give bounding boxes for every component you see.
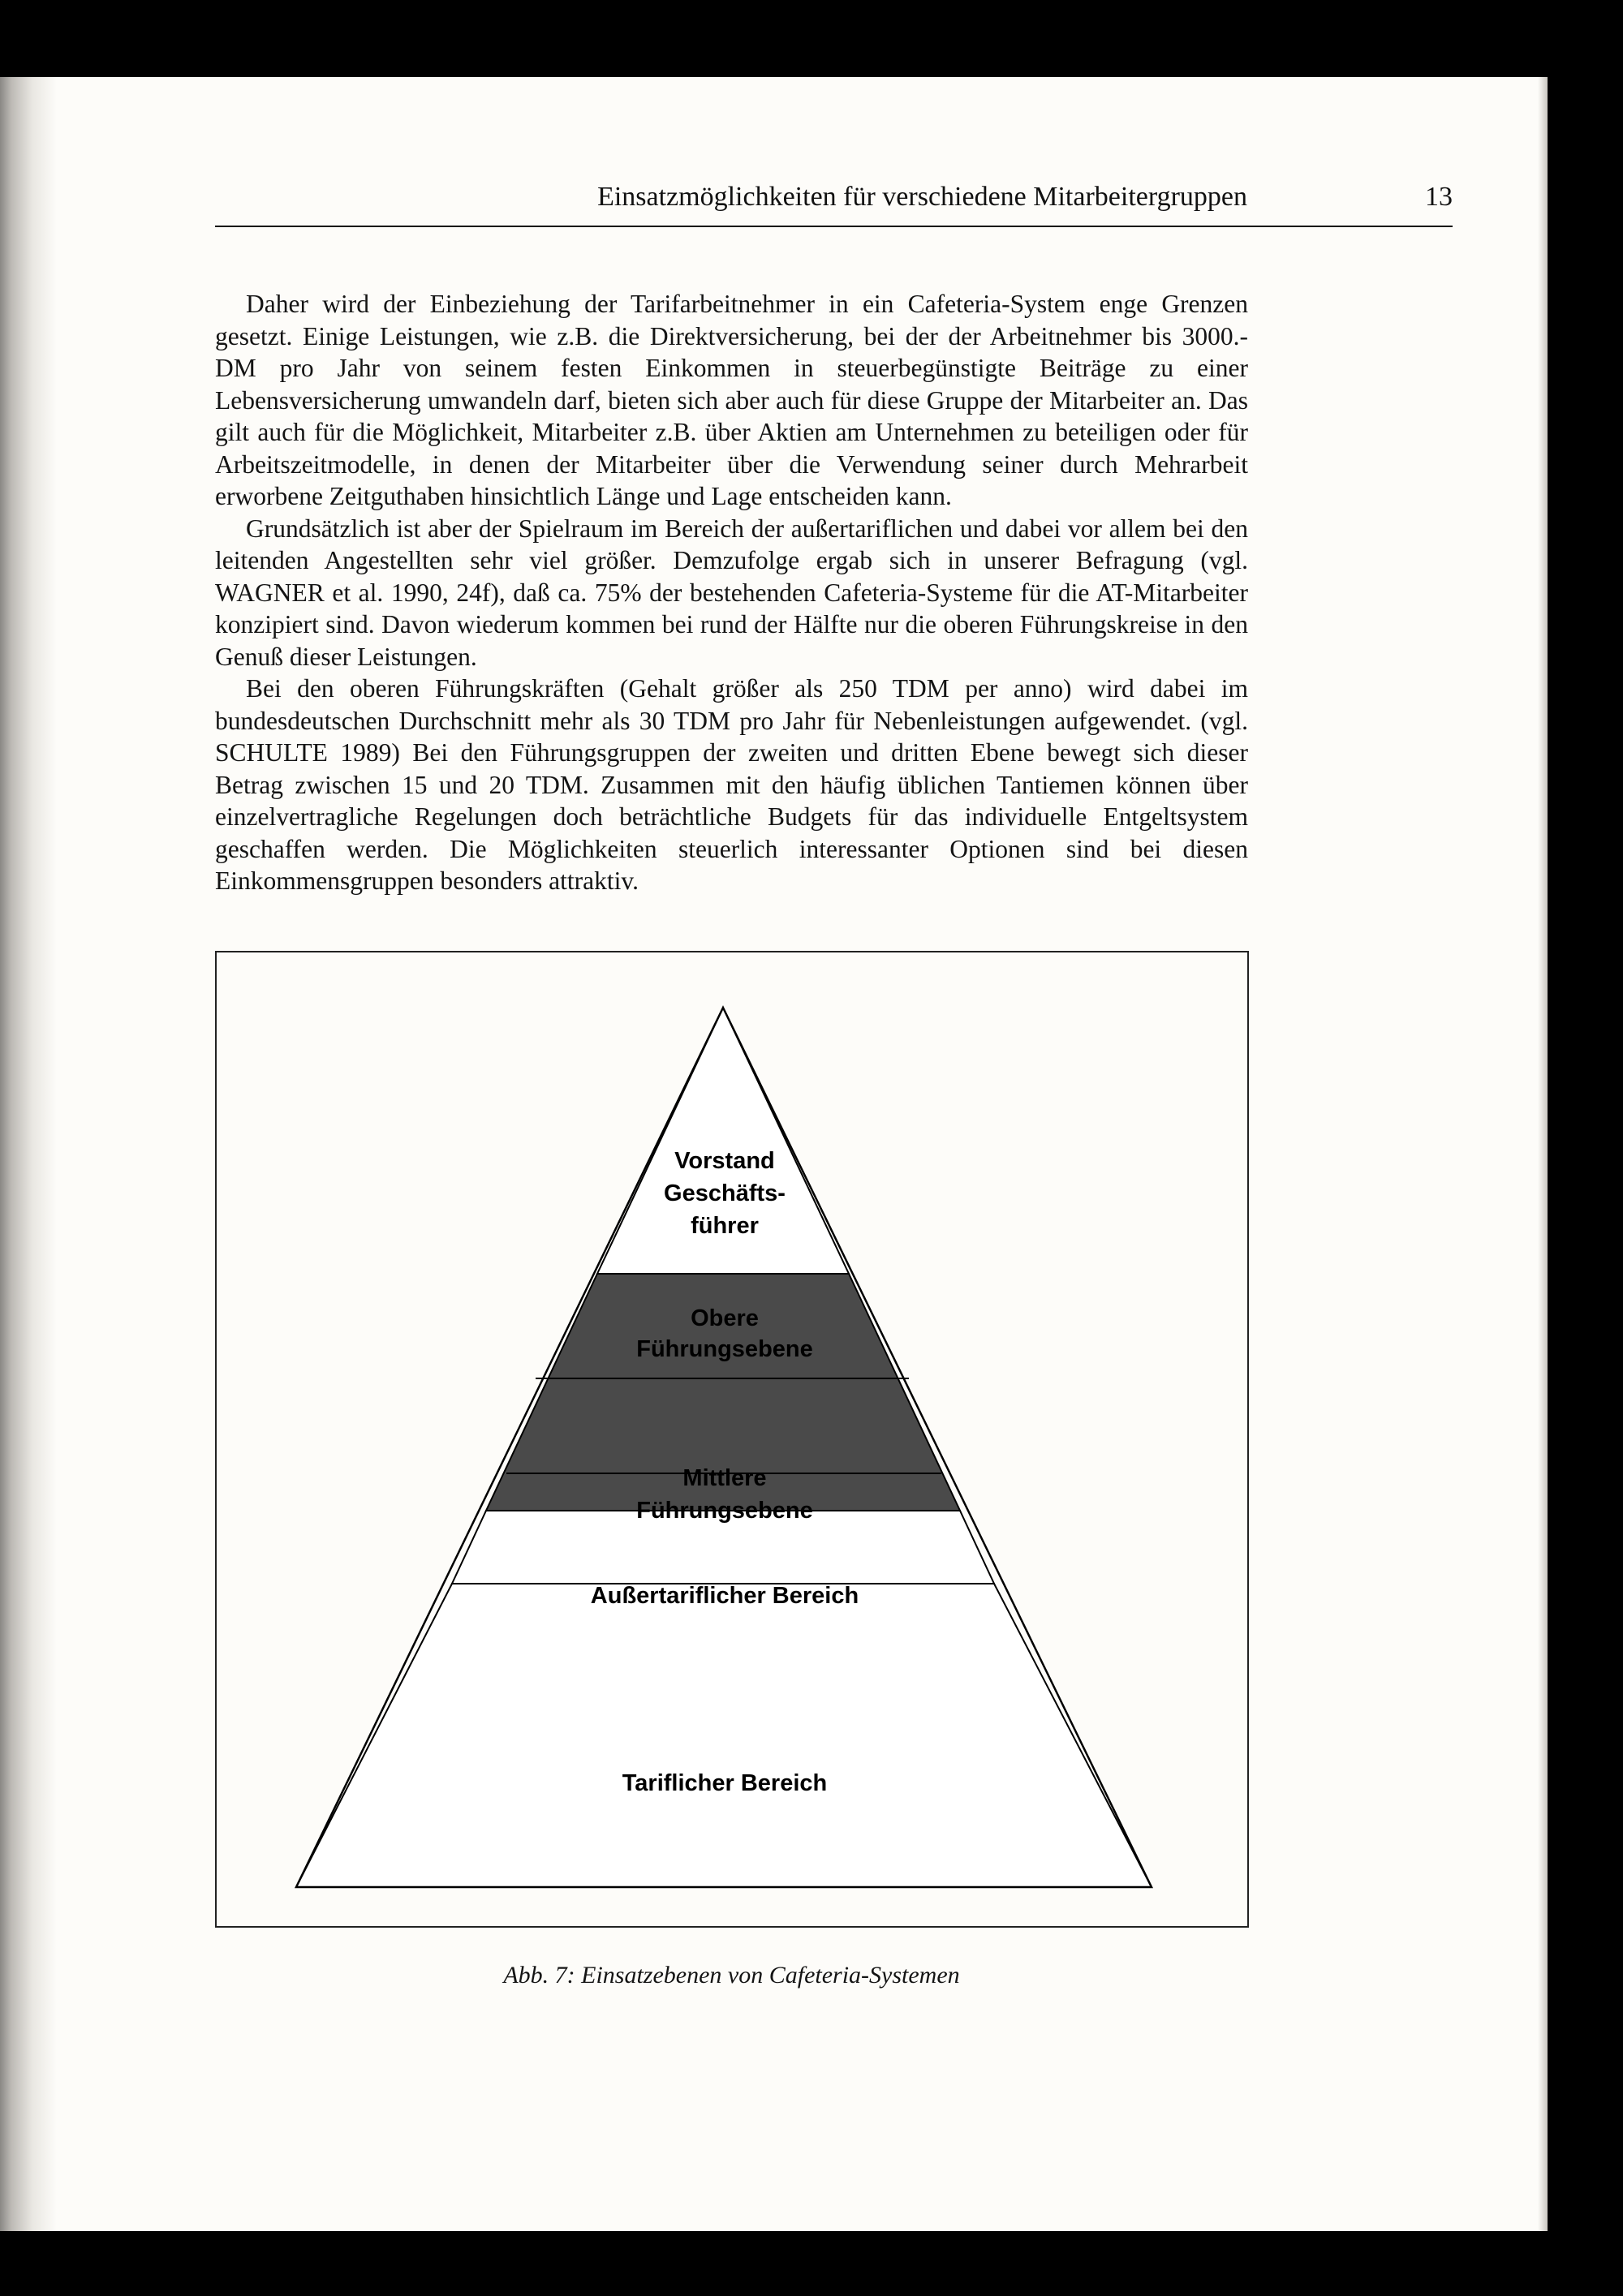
label-vorstand: Vorstand bbox=[674, 1148, 775, 1174]
label-tariflich: Tariflicher Bereich bbox=[622, 1770, 828, 1796]
figure-caption: Abb. 7: Einsatzebenen von Cafeteria-Systemen bbox=[503, 1962, 960, 1989]
label-mittlere: Mittlere bbox=[682, 1465, 767, 1491]
body-text bbox=[215, 288, 1248, 897]
figure-frame bbox=[215, 951, 1249, 1928]
running-title: Einsatzmöglichkeiten für verschiedene Mitarbeitergruppen bbox=[597, 182, 1247, 212]
label-mittlere-fuehrungsebene: Führungsebene bbox=[636, 1498, 813, 1524]
label-geschaefts: Geschäfts- bbox=[664, 1180, 786, 1206]
label-obere: Obere bbox=[691, 1305, 759, 1331]
pyramid-band-tariff bbox=[296, 1584, 1152, 1887]
paragraph-1: Daher wird der Einbeziehung der Tarifarbeitnehmer in ein Cafeteria-System enge Grenzen gesetzt. Einige Leistungen, wie z.B. die Direktversicherung, bei der der Arbeitnehmer bis 3000.- DM pro Jahr von seinem festen Einkommen in steuerbegünstigte Beiträge zu einer Lebensversicherung umwandeln darf, bieten sich aber auch für diese Gruppe der Mitarbeiter an. Das gilt auch für die Möglichkeit, Mitarbeiter z.B. über Aktien am Unternehmen zu beteiligen oder für Arbeitszeitmodelle, in denen der Mitarbeiter über die Verwendung seiner durch Mehrarbeit erworbene Zeitguthaben hinsichtlich Länge und Lage entscheiden kann. bbox=[215, 290, 1248, 510]
page-number: 13 bbox=[1425, 182, 1453, 212]
paragraph-2: Grundsätzlich ist aber der Spielraum im Bereich der außertariflichen und dabei vor allem bei den leitenden Angestellten sehr viel größer. Demzufolge ergab sich in unserer Befragung (vgl. WAGNER et al. 1990, 24f), daß ca. 75% der bestehenden Cafeteria-Systeme für die AT-Mitarbeiter konzipiert sind. Davon wiederum kommen bei rund der Hälfte nur die oberen Führungskreise in den Genuß dieser Leistungen. bbox=[215, 514, 1248, 671]
label-fuehrer: führer bbox=[691, 1213, 759, 1239]
running-header bbox=[215, 180, 1453, 227]
label-ausser-tariflich: Außertariflicher Bereich bbox=[590, 1583, 859, 1609]
paragraph-3: Bei den oberen Führungskräften (Gehalt größer als 250 TDM per anno) wird dabei im bundesdeutschen Durchschnitt mehr als 30 TDM pro Jahr für Nebenleistungen aufgewendet. (vgl. SCHULTE 1989) Bei den Führungsgruppen der zweiten und dritten Ebene bewegt sich dieser Betrag zwischen 15 und 20 TDM. Zusammen mit den häufig üblichen Tantiemen können über einzelvertragliche Regelungen doch beträchtliche Budgets für das individuelle Entgeltsystem geschaffen werden. Die Möglichkeiten steuerlich interessanter Optionen sind bei diesen Einkommensgruppen besonders attraktiv. bbox=[215, 674, 1248, 895]
page-edge bbox=[1538, 77, 1548, 2231]
label-obere-fuehrungsebene: Führungsebene bbox=[636, 1336, 813, 1362]
page-gutter-shadow bbox=[0, 77, 57, 2231]
pyramid-diagram bbox=[217, 952, 1247, 1926]
